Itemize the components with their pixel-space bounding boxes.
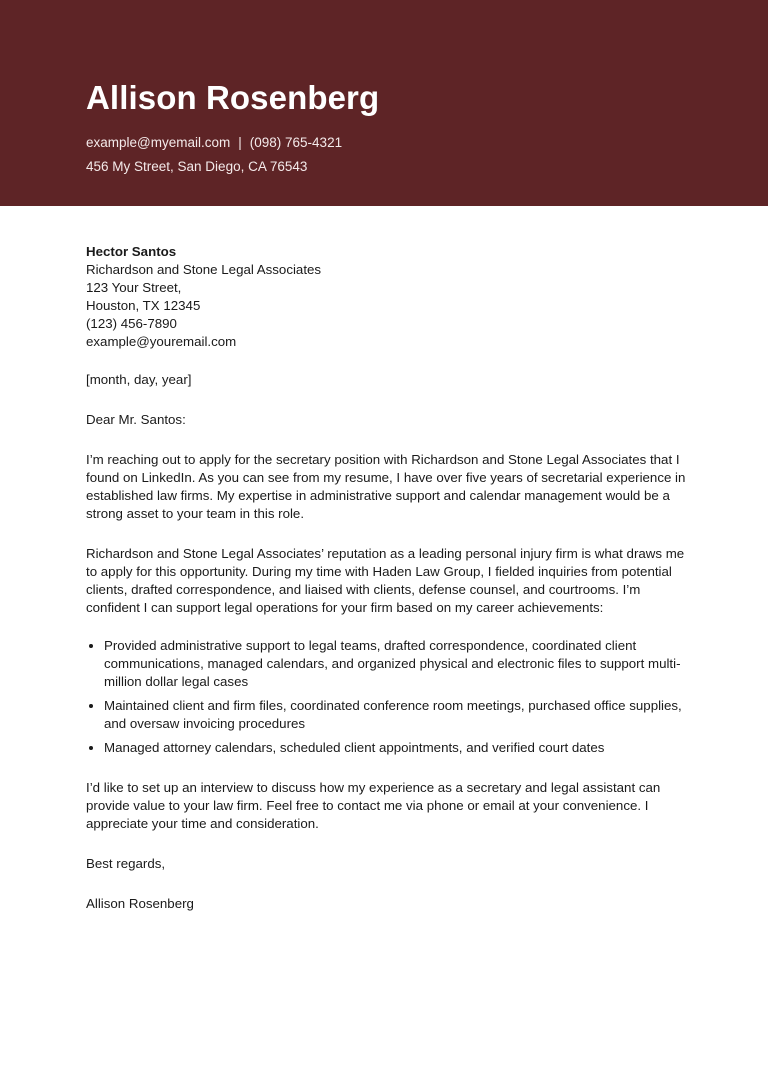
paragraph-experience: Richardson and Stone Legal Associates’ reputation as a leading personal injury firm is what draws me to apply for this opportunity. During my time with Haden Law Group, I fielded inquiries from potential clients, drafted correspondence, and liaised with clients, defense counsel, and courtrooms. I’m confident I can support legal operations for your firm based on my career achievements: bbox=[86, 546, 685, 615]
letter-body bbox=[0, 206, 768, 913]
paragraph-intro: I’m reaching out to apply for the secretary position with Richardson and Stone Legal Associates that I found on LinkedIn. As you can see from my resume, I have over five years of secretarial experience in established law firms. My expertise in administrative support and calendar management would be a strong asset to your team in this role. bbox=[86, 452, 686, 521]
recipient-name: Hector Santos bbox=[86, 244, 177, 259]
recipient-street: 123 Your Street, bbox=[86, 280, 182, 295]
recipient-email: example@youremail.com bbox=[86, 334, 237, 349]
achievements-list bbox=[86, 637, 686, 757]
letter-date: [month, day, year] bbox=[86, 372, 192, 387]
list-item: • Provided administrative support to legal teams, drafted correspondence, coordinated client communications, managed calendars, and organized physical and electronic files to support multi-million dollar legal cases bbox=[104, 637, 686, 691]
recipient-city: Houston, TX 12345 bbox=[86, 298, 201, 313]
closing-line: Best regards, bbox=[86, 856, 166, 871]
signature-name: Allison Rosenberg bbox=[86, 896, 194, 911]
sender-name: Allison Rosenberg bbox=[86, 79, 380, 116]
sender-email: example@myemail.com bbox=[86, 135, 231, 150]
paragraph-closing: I’d like to set up an interview to discuss how my experience as a secretary and legal assistant can provide value to your law firm. Feel free to contact me via phone or email at your convenience. I appreciate your time and consideration. bbox=[86, 780, 661, 831]
recipient-block bbox=[86, 243, 682, 351]
list-item: • Managed attorney calendars, scheduled client appointments, and verified court dates bbox=[104, 739, 686, 757]
salutation: Dear Mr. Santos: bbox=[86, 412, 186, 427]
sender-phone: (098) 765-4321 bbox=[249, 135, 343, 150]
recipient-company: Richardson and Stone Legal Associates bbox=[86, 262, 322, 277]
letter-header bbox=[0, 0, 768, 206]
sender-contact bbox=[86, 134, 768, 152]
contact-separator: | bbox=[238, 135, 242, 150]
sender-address: 456 My Street, San Diego, CA 76543 bbox=[86, 159, 308, 174]
list-item: • Maintained client and firm files, coordinated conference room meetings, purchased office supplies, and oversaw invoicing procedures bbox=[104, 697, 686, 733]
recipient-phone: (123) 456-7890 bbox=[86, 316, 177, 331]
